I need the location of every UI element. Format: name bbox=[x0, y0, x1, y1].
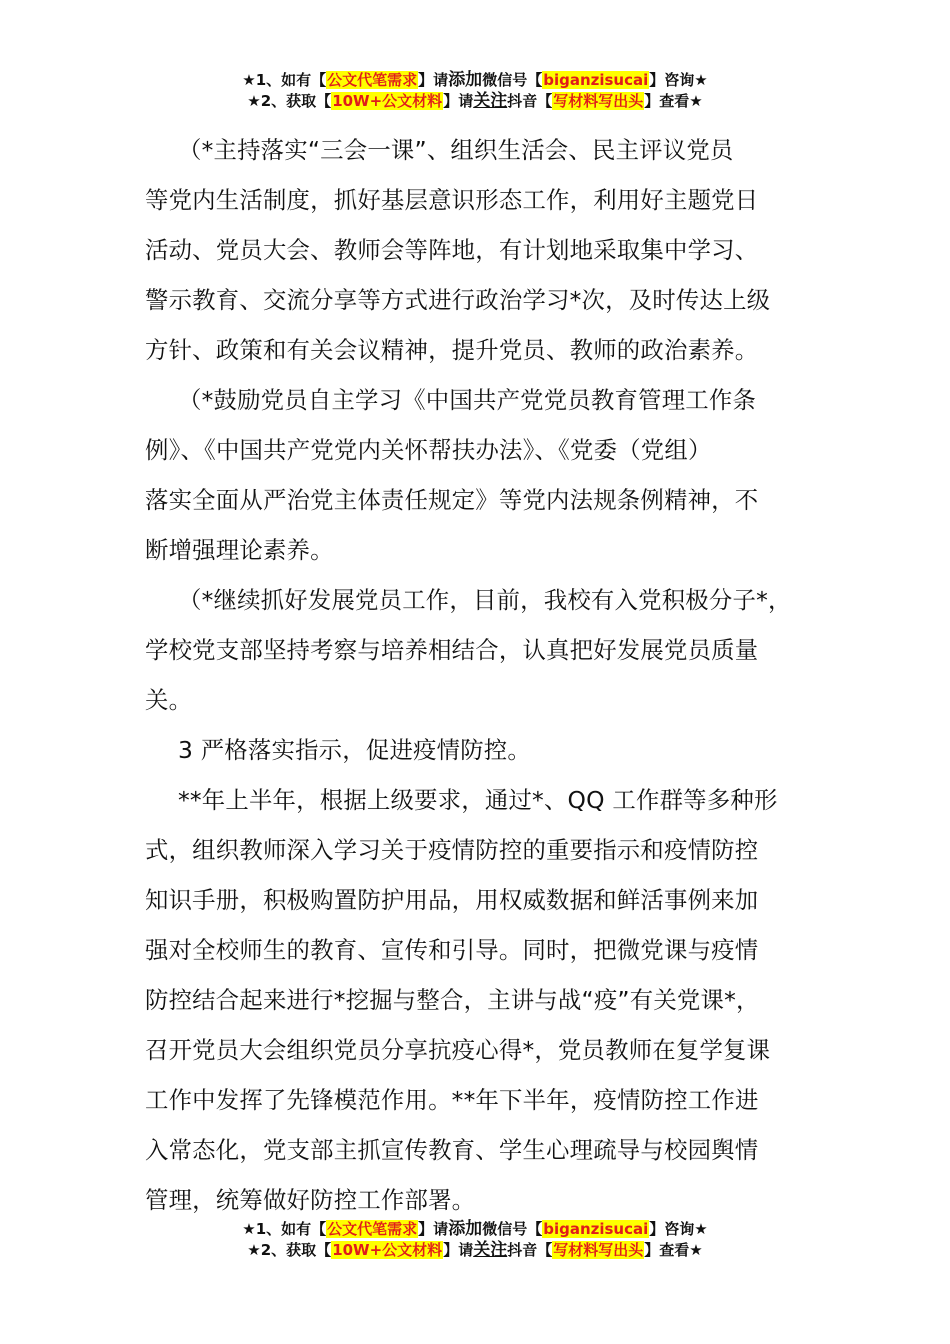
text-line: 例》、《中国共产党党内关怀帮扶办法》、《党委（党组） bbox=[145, 436, 712, 464]
banner-text: 】咨询★ bbox=[649, 1220, 708, 1238]
materials-highlight: 10W+公文材料 bbox=[332, 92, 443, 110]
wechat-id-highlight: biganzisucai bbox=[543, 1220, 649, 1238]
banner-text: 抖音【 bbox=[507, 1241, 553, 1259]
document-body bbox=[145, 125, 825, 1225]
service-highlight: 公文代笔需求 bbox=[327, 1220, 418, 1238]
text-line: 知识手册，积极购置防护用品，用权威数据和鲜活事例来加 bbox=[145, 886, 759, 914]
section-heading-epidemic bbox=[145, 725, 825, 775]
paragraph-self-study bbox=[145, 375, 825, 575]
paragraph-member-development bbox=[145, 575, 825, 725]
douyin-highlight: 写材料写出头 bbox=[553, 92, 644, 110]
banner-line-2 bbox=[0, 1240, 950, 1261]
text-line: 学校党支部坚持考察与培养相结合，认真把好发展党员质量 bbox=[145, 636, 759, 664]
text-line: 等党内生活制度，抓好基层意识形态工作，利用好主题党日 bbox=[145, 186, 759, 214]
banner-text: 】请 bbox=[443, 92, 474, 110]
text-line: **年上半年，根据上级要求，通过*、QQ 工作群等多种形 bbox=[178, 786, 778, 814]
banner-emphasis: 关注 bbox=[473, 1240, 508, 1260]
banner-text: 】请 bbox=[443, 1241, 474, 1259]
douyin-highlight: 写材料写出头 bbox=[553, 1241, 644, 1259]
paragraph-party-life bbox=[145, 125, 825, 375]
wechat-id-highlight: biganzisucai bbox=[543, 71, 649, 89]
text-line: 落实全面从严治党主体责任规定》等党内法规条例精神，不 bbox=[145, 486, 759, 514]
text-line: 活动、党员大会、教师会等阵地，有计划地采取集中学习、 bbox=[145, 236, 759, 264]
text-line: 式，组织教师深入学习关于疫情防控的重要指示和疫情防控 bbox=[145, 836, 759, 864]
text-line: 3 严格落实指示，促进疫情防控。 bbox=[178, 736, 531, 764]
text-line: 断增强理论素养。 bbox=[145, 536, 334, 564]
banner-line-2 bbox=[0, 91, 950, 112]
text-line: （*鼓励党员自主学习《中国共产党党员教育管理工作条 bbox=[178, 386, 757, 414]
banner-emphasis: 关注 bbox=[473, 91, 508, 111]
banner-text: 】查看★ bbox=[644, 92, 703, 110]
text-line: 关。 bbox=[145, 686, 193, 714]
banner-text: 】咨询★ bbox=[649, 71, 708, 89]
text-line: 管理，统筹做好防控工作部署。 bbox=[145, 1186, 476, 1214]
footer-banner bbox=[0, 1219, 950, 1261]
banner-text: 微信号【 bbox=[482, 1220, 543, 1238]
text-line: （*继续抓好发展党员工作，目前，我校有入党积极分子*， bbox=[178, 586, 792, 614]
banner-text: 抖音【 bbox=[507, 92, 553, 110]
banner-text: ★2、获取【 bbox=[247, 1241, 332, 1259]
materials-highlight: 10W+公文材料 bbox=[332, 1241, 443, 1259]
banner-text: ★1、如有【 bbox=[242, 1220, 327, 1238]
header-banner bbox=[0, 70, 950, 112]
banner-text: 微信号【 bbox=[482, 71, 543, 89]
text-line: （*主持落实“三会一课”、组织生活会、民主评议党员 bbox=[178, 136, 734, 164]
text-line: 强对全校师生的教育、宣传和引导。同时，把微党课与疫情 bbox=[145, 936, 759, 964]
banner-line-1 bbox=[0, 70, 950, 91]
banner-text: 】查看★ bbox=[644, 1241, 703, 1259]
banner-line-1 bbox=[0, 1219, 950, 1240]
banner-text: 】请 bbox=[418, 71, 449, 89]
paragraph-epidemic-control bbox=[145, 775, 825, 1225]
text-line: 防控结合起来进行*挖掘与整合，主讲与战“疫”有关党课*， bbox=[145, 986, 760, 1014]
text-line: 方针、政策和有关会议精神，提升党员、教师的政治素养。 bbox=[145, 336, 759, 364]
banner-text: 】请 bbox=[418, 1220, 449, 1238]
text-line: 入常态化，党支部主抓宣传教育、学生心理疏导与校园舆情 bbox=[145, 1136, 759, 1164]
text-line: 召开党员大会组织党员分享抗疫心得*，党员教师在复学复课 bbox=[145, 1036, 771, 1064]
banner-emphasis: 添加 bbox=[448, 70, 483, 90]
text-line: 警示教育、交流分享等方式进行政治学习*次，及时传达上级 bbox=[145, 286, 771, 314]
banner-emphasis: 添加 bbox=[448, 1219, 483, 1239]
service-highlight: 公文代笔需求 bbox=[327, 71, 418, 89]
banner-text: ★2、获取【 bbox=[247, 92, 332, 110]
banner-text: ★1、如有【 bbox=[242, 71, 327, 89]
text-line: 工作中发挥了先锋模范作用。**年下半年，疫情防控工作进 bbox=[145, 1086, 759, 1114]
